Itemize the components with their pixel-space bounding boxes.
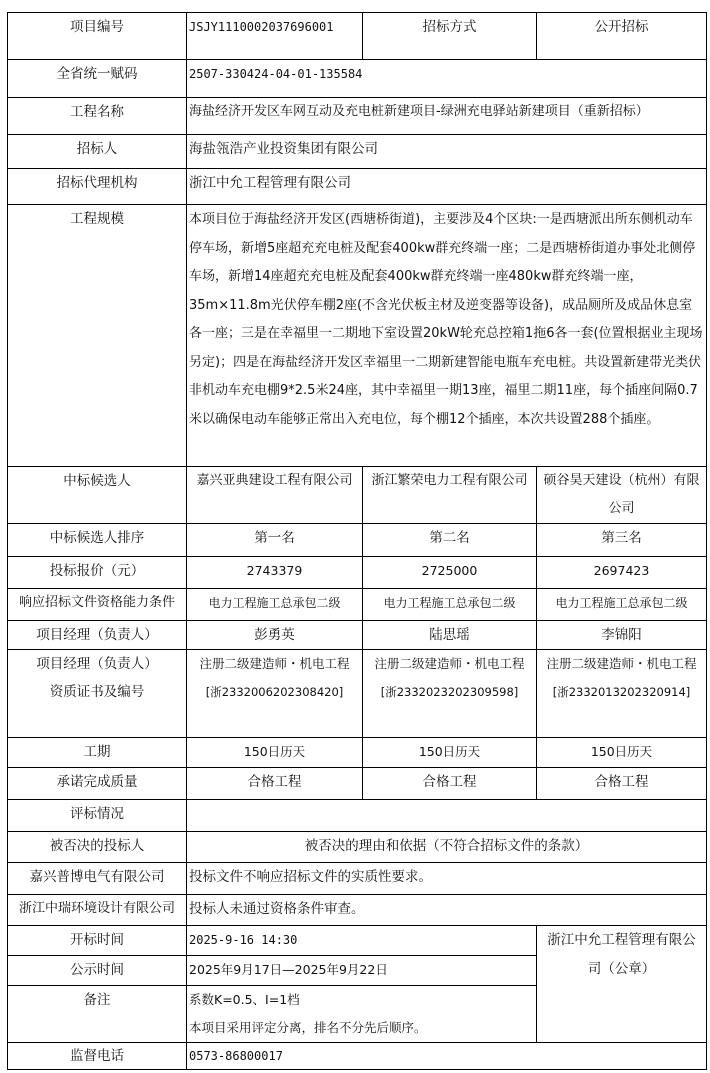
row-quality bbox=[8, 768, 707, 800]
label-open-time: 开标时间 bbox=[8, 926, 187, 956]
label-manager-cert bbox=[8, 650, 187, 738]
row-project-name bbox=[8, 98, 707, 135]
row-agency bbox=[8, 169, 707, 205]
label-evaluation: 评标情况 bbox=[8, 800, 187, 832]
value-remarks bbox=[187, 986, 537, 1043]
manager-2: 陆思瑶 bbox=[363, 621, 537, 650]
manager-cert-1-title: 注册二级建造师・机电工程 bbox=[199, 656, 350, 671]
label-publicity: 公示时间 bbox=[8, 956, 187, 986]
label-ranking: 中标候选人排序 bbox=[8, 524, 187, 557]
quality-3: 合格工程 bbox=[537, 768, 707, 800]
row-project-no bbox=[8, 13, 707, 60]
label-quality: 承诺完成质量 bbox=[8, 768, 187, 800]
quality-1: 合格工程 bbox=[187, 768, 363, 800]
manager-cert-2 bbox=[363, 650, 537, 738]
label-project-name: 工程名称 bbox=[8, 98, 187, 135]
label-tender-method: 招标方式 bbox=[363, 13, 537, 60]
duration-3: 150日历天 bbox=[537, 738, 707, 768]
qualification-3: 电力工程施工总承包二级 bbox=[537, 589, 707, 621]
candidate-2-name: 浙江繁荣电力工程有限公司 bbox=[363, 467, 537, 524]
duration-1: 150日历天 bbox=[187, 738, 363, 768]
manager-cert-3 bbox=[537, 650, 707, 738]
label-bid-price: 投标报价（元） bbox=[8, 557, 187, 589]
label-remarks: 备注 bbox=[8, 986, 187, 1043]
candidate-1-name: 嘉兴亚典建设工程有限公司 bbox=[187, 467, 363, 524]
row-open-time bbox=[8, 926, 707, 956]
row-rejected-header bbox=[8, 832, 707, 863]
label-agency: 招标代理机构 bbox=[8, 169, 187, 205]
value-tender-method: 公开招标 bbox=[537, 13, 707, 60]
label-rejected-bidder: 被否决的投标人 bbox=[8, 832, 187, 863]
rejected-2-name: 浙江中瑞环境设计有限公司 bbox=[8, 895, 187, 926]
row-ranking bbox=[8, 524, 707, 557]
manager-3: 李锦阳 bbox=[537, 621, 707, 650]
row-duration bbox=[8, 738, 707, 768]
row-tenderer bbox=[8, 135, 707, 169]
value-evaluation bbox=[187, 800, 707, 832]
label-tenderer: 招标人 bbox=[8, 135, 187, 169]
duration-2: 150日历天 bbox=[363, 738, 537, 768]
row-evaluation bbox=[8, 800, 707, 832]
agency-seal: 浙江中允工程管理有限公司（公章） bbox=[537, 926, 707, 1043]
row-rejected-2 bbox=[8, 895, 707, 926]
bid-price-3: 2697423 bbox=[537, 557, 707, 589]
ranking-3: 第三名 bbox=[537, 524, 707, 557]
row-manager bbox=[8, 621, 707, 650]
rejected-2-reason: 投标人未通过资格条件审查。 bbox=[187, 895, 707, 926]
label-duration: 工期 bbox=[8, 738, 187, 768]
label-candidates: 中标候选人 bbox=[8, 467, 187, 524]
label-project-no: 项目编号 bbox=[8, 13, 187, 60]
label-scale: 工程规模 bbox=[8, 205, 187, 467]
remarks-line2: 本项目采用评定分离，排名不分先后顺序。 bbox=[189, 1020, 427, 1035]
label-unified-code: 全省统一赋码 bbox=[8, 60, 187, 98]
label-manager-cert-line1: 项目经理（负责人） bbox=[36, 656, 158, 672]
label-supervision: 监督电话 bbox=[8, 1043, 187, 1070]
qualification-2: 电力工程施工总承包二级 bbox=[363, 589, 537, 621]
row-manager-cert bbox=[8, 650, 707, 738]
manager-cert-2-number: [浙2332023202309598] bbox=[380, 685, 519, 699]
manager-cert-3-title: 注册二级建造师・机电工程 bbox=[546, 656, 697, 671]
rejected-1-reason: 投标文件不响应招标文件的实质性要求。 bbox=[187, 863, 707, 895]
row-unified-code bbox=[8, 60, 707, 98]
value-agency: 浙江中允工程管理有限公司 bbox=[187, 169, 707, 205]
bid-price-2: 2725000 bbox=[363, 557, 537, 589]
manager-cert-1-number: [浙2332006202308420] bbox=[205, 685, 344, 699]
row-candidates bbox=[8, 467, 707, 524]
ranking-1: 第一名 bbox=[187, 524, 363, 557]
ranking-2: 第二名 bbox=[363, 524, 537, 557]
manager-cert-1 bbox=[187, 650, 363, 738]
quality-2: 合格工程 bbox=[363, 768, 537, 800]
tender-result-table bbox=[7, 12, 707, 1070]
value-open-time: 2025-9-16 14:30 bbox=[187, 926, 537, 956]
manager-cert-3-number: [浙2332013202320914] bbox=[552, 685, 691, 699]
value-supervision: 0573-86800017 bbox=[187, 1043, 707, 1070]
bid-price-1: 2743379 bbox=[187, 557, 363, 589]
value-project-no: JSJY1110002037696001 bbox=[187, 13, 363, 60]
row-rejected-1 bbox=[8, 863, 707, 895]
row-scale bbox=[8, 205, 707, 467]
qualification-1: 电力工程施工总承包二级 bbox=[187, 589, 363, 621]
manager-cert-2-title: 注册二级建造师・机电工程 bbox=[374, 656, 525, 671]
label-manager: 项目经理（负责人） bbox=[8, 621, 187, 650]
value-publicity: 2025年9月17日—2025年9月22日 bbox=[187, 956, 537, 986]
rejected-1-name: 嘉兴普博电气有限公司 bbox=[8, 863, 187, 895]
row-supervision bbox=[8, 1043, 707, 1070]
row-qualification bbox=[8, 589, 707, 621]
label-qualification: 响应招标文件资格能力条件 bbox=[8, 589, 187, 621]
manager-1: 彭勇英 bbox=[187, 621, 363, 650]
value-project-name: 海盐经济开发区车网互动及充电桩新建项目-绿洲充电驿站新建项目（重新招标） bbox=[187, 98, 707, 135]
value-tenderer: 海盐瓴浩产业投资集团有限公司 bbox=[187, 135, 707, 169]
row-bid-price bbox=[8, 557, 707, 589]
remarks-line1: 系数K=0.5、I=1档 bbox=[189, 992, 300, 1007]
value-unified-code: 2507-330424-04-01-135584 bbox=[187, 60, 707, 98]
label-rejected-reason: 被否决的理由和依据（不符合招标文件的条款） bbox=[187, 832, 707, 863]
value-scale: 本项目位于海盐经济开发区(西塘桥街道)，主要涉及4个区块:一是西塘派出所东侧机动车停车场，新增5座超充充电桩及配套400kw群充终端一座；二是西塘桥街道办事处北侧停车场，新增14座超充充电桩及配套400kw群充终端一座480kw群充终端一座，35m×11.8m光伏停车棚2座(不含光伏板主材及逆变器等设备)，成品厕所及成品休息室各一座；三是在幸福里一二期地下室设置20kW轮充总控箱1拖6各一套(位置根据业主现场另定)；四是在海盐经济开发区幸福里一二期新建智能电瓶车充电桩。共设置新建带光类伏非机动车充电棚9*2.5米24座，其中幸福里一期13座，福里二期11座，每个插座间隔0.7米以确保电动车能够正常出入充电位，每个棚12个插座，本次共设置288个插座。 bbox=[187, 205, 707, 467]
candidate-3-name: 硕谷昊天建设（杭州）有限公司 bbox=[537, 467, 707, 524]
label-manager-cert-line2: 资质证书及编号 bbox=[49, 684, 145, 700]
